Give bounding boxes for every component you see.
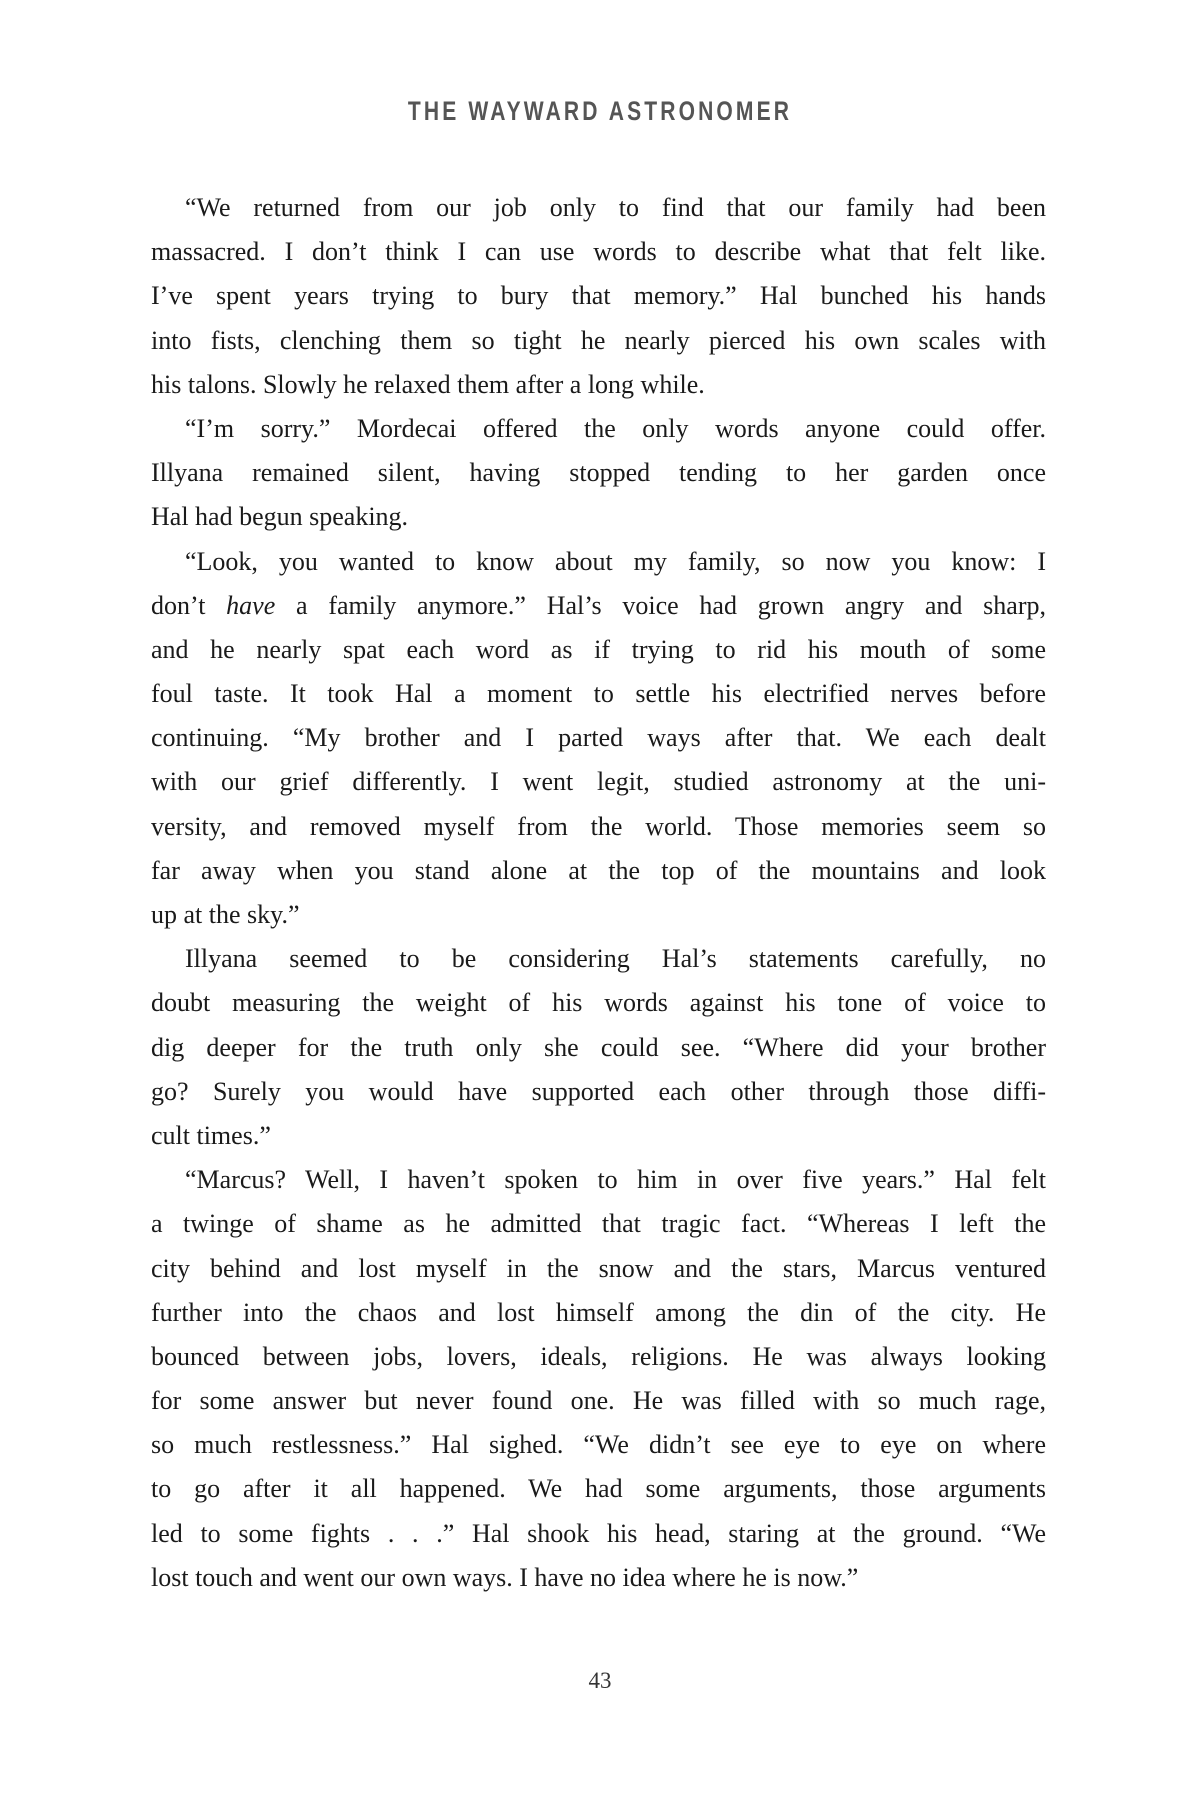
page-number: 43 — [588, 1668, 612, 1693]
text-line: to go after it all happened. We had some arguments, those arguments — [151, 1474, 1046, 1504]
text-line: “Marcus? Well, I haven’t spoken to him in over five years.” Hal felt — [185, 1165, 1046, 1195]
text-line: continuing. “My brother and I parted ways after that. We each dealt — [151, 723, 1046, 753]
text-line: into fists, clenching them so tight he nearly pierced his own scales with — [151, 325, 1046, 355]
text-line: with our grief differently. I went legit, studied astronomy at the uni- — [151, 767, 1046, 797]
body-text — [151, 186, 1046, 1600]
text-line: lost touch and went our own ways. I have no idea where he is now.” — [151, 1562, 859, 1592]
text-line: led to some fights . . .” Hal shook his head, staring at the ground. “We — [151, 1518, 1046, 1548]
text-line: versity, and removed myself from the world. Those memories seem so — [151, 811, 1046, 841]
text-line: city behind and lost myself in the snow and the stars, Marcus ventured — [151, 1253, 1046, 1283]
text-line: for some answer but never found one. He was filled with so much rage, — [151, 1386, 1046, 1416]
text-line: and he nearly spat each word as if trying to rid his mouth of some — [151, 634, 1046, 664]
text-line: Illyana seemed to be considering Hal’s statements carefully, no — [185, 944, 1046, 974]
text-line: up at the sky.” — [151, 900, 300, 929]
text-line: Hal had begun speaking. — [151, 502, 409, 532]
text-line: doubt measuring the weight of his words against his tone of voice to — [151, 988, 1046, 1018]
text-line: so much restlessness.” Hal sighed. “We didn’t see eye to eye on where — [151, 1430, 1046, 1460]
text-line: Illyana remained silent, having stopped tending to her garden once — [151, 458, 1046, 488]
text-line: dig deeper for the truth only she could see. “Where did your brother — [151, 1032, 1046, 1062]
text-line: “We returned from our job only to find that our family had been — [185, 193, 1046, 222]
running-header: THE WAYWARD ASTRONOMER — [407, 96, 793, 126]
text-line: cult times.” — [151, 1120, 271, 1150]
text-line: his talons. Slowly he relaxed them after a long while. — [151, 369, 705, 399]
text-line: go? Surely you would have supported each other through those diffi- — [151, 1076, 1046, 1106]
text-line: “Look, you wanted to know about my family, so now you know: I — [185, 546, 1046, 576]
text-line: “I’m sorry.” Mordecai offered the only words anyone could offer. — [185, 413, 1046, 443]
text-line: I’ve spent years trying to bury that memory.” Hal bunched his hands — [151, 281, 1046, 311]
text-line: foul taste. It took Hal a moment to settle his electrified nerves before — [151, 679, 1046, 709]
text-line: don’t have a family anymore.” Hal’s voice had grown angry and sharp, — [151, 590, 1046, 620]
text-line: bounced between jobs, lovers, ideals, religions. He was always looking — [151, 1341, 1046, 1371]
text-line: massacred. I don’t think I can use words to describe what that felt like. — [151, 237, 1046, 267]
text-line: further into the chaos and lost himself among the din of the city. He — [151, 1297, 1046, 1327]
text-line: far away when you stand alone at the top of the mountains and look — [151, 855, 1046, 885]
emphasis: have — [226, 590, 276, 620]
text-line: a twinge of shame as he admitted that tragic fact. “Whereas I left the — [151, 1209, 1046, 1239]
